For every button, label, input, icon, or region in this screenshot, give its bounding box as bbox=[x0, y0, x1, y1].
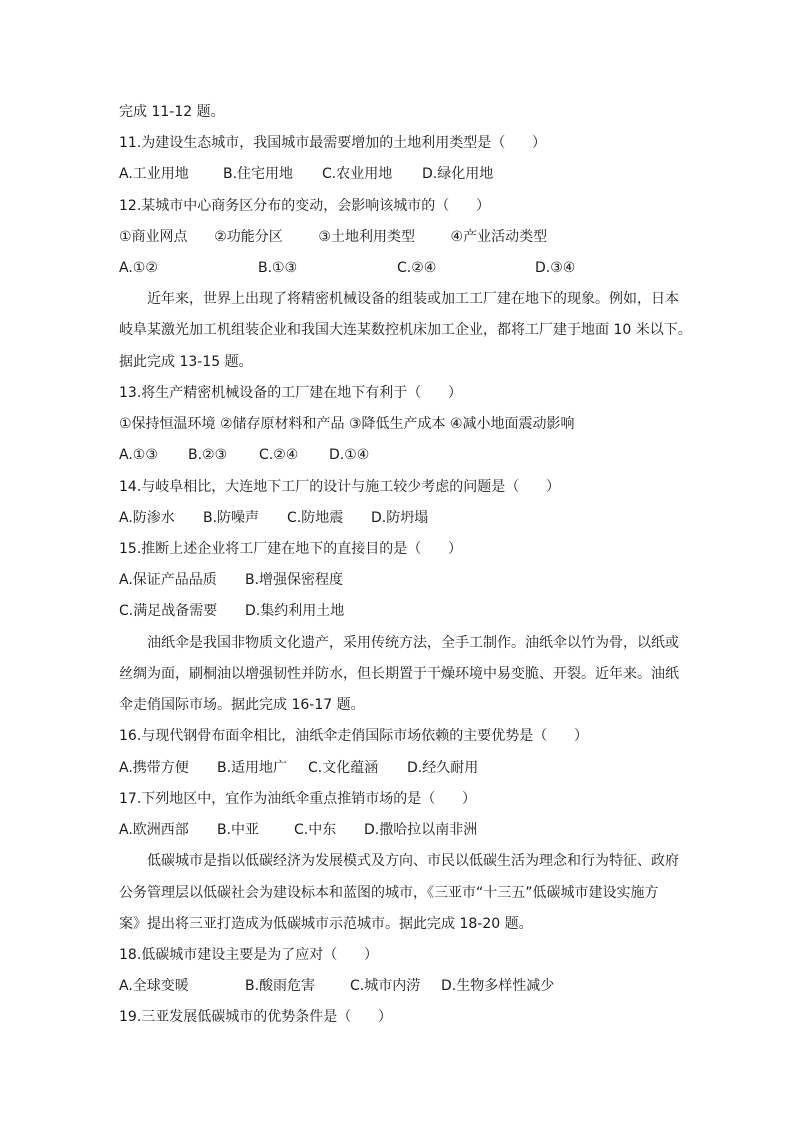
option-18-a: A.全球变暖 bbox=[119, 978, 189, 994]
option-18-c: C.城市内涝 bbox=[350, 978, 421, 994]
option-15-b: B.增强保密程度 bbox=[245, 572, 344, 588]
question-13: 13.将生产精密机械设备的工厂建在地下有利于（ ） bbox=[119, 385, 462, 401]
passage-1-line-2: 岐阜某激光加工机组装企业和我国大连某数控机床加工企业，都将工厂建于地面 10 米以下。 bbox=[119, 322, 692, 338]
question-13-items: ①保持恒温环境 ②储存原材料和产品 ③降低生产成本 ④减小地面震动影响 bbox=[119, 416, 575, 432]
option-11-a: A.工业用地 bbox=[119, 166, 189, 182]
passage-3-line-1: 低碳城市是指以低碳经济为发展模式及方向、市民以低碳生活为理念和行为特征、政府 bbox=[147, 853, 679, 869]
option-11-b: B.住宅用地 bbox=[223, 166, 294, 182]
passage-3-line-2: 公务管理层以低碳社会为建设标本和蓝图的城市，《三亚市“十三五”低碳城市建设实施方 bbox=[119, 885, 659, 901]
intro-line: 完成 11-12 题。 bbox=[119, 104, 225, 120]
option-16-a: A.携带方便 bbox=[119, 760, 189, 776]
option-15-a: A.保证产品品质 bbox=[119, 572, 217, 588]
option-11-c: C.农业用地 bbox=[322, 166, 393, 182]
options-15-row-2 bbox=[119, 601, 719, 621]
question-18: 18.低碳城市建设主要是为了应对（ ） bbox=[119, 947, 378, 963]
option-12-a: A.①② bbox=[119, 260, 158, 276]
option-15-d: D.集约利用土地 bbox=[245, 603, 345, 619]
options-15-row-1 bbox=[119, 570, 719, 590]
option-14-c: C.防地震 bbox=[287, 510, 344, 526]
option-13-c: C.②④ bbox=[259, 447, 299, 463]
options-16 bbox=[119, 758, 719, 778]
option-14-d: D.防坍塌 bbox=[371, 510, 429, 526]
option-12-d: D.③④ bbox=[535, 260, 576, 276]
option-13-b: B.②③ bbox=[188, 447, 228, 463]
passage-1-line-1: 近年来，世界上出现了将精密机械设备的组装或加工工厂建在地下的现象。例如，日本 bbox=[147, 291, 679, 307]
question-12: 12.某城市中心商务区分布的变动，会影响该城市的（ ） bbox=[119, 198, 490, 214]
option-14-b: B.防噪声 bbox=[203, 510, 260, 526]
question-17: 17.下列地区中，宜作为油纸伞重点推销市场的是（ ） bbox=[119, 791, 476, 807]
question-14: 14.与岐阜相比，大连地下工厂的设计与施工较少考虑的问题是（ ） bbox=[119, 479, 560, 495]
options-11 bbox=[119, 164, 719, 184]
option-17-a: A.欧洲西部 bbox=[119, 822, 189, 838]
option-17-d: D.撒哈拉以南非洲 bbox=[364, 822, 478, 838]
option-17-c: C.中东 bbox=[294, 822, 337, 838]
option-16-b: B.适用地广 bbox=[217, 760, 288, 776]
passage-2-line-3: 伞走俏国际市场。据此完成 16-17 题。 bbox=[119, 697, 365, 713]
option-15-c: C.满足战备需要 bbox=[119, 603, 218, 619]
passage-2-line-1: 油纸伞是我国非物质文化遗产，采用传统方法，全手工制作。油纸伞以竹为骨，以纸或 bbox=[147, 635, 679, 651]
option-18-d: D.生物多样性减少 bbox=[441, 978, 555, 994]
option-13-a: A.①③ bbox=[119, 447, 158, 463]
question-11: 11.为建设生态城市，我国城市最需要增加的土地利用类型是（ ） bbox=[119, 135, 546, 151]
passage-1-line-3: 据此完成 13-15 题。 bbox=[119, 354, 253, 370]
option-12-c: C.②④ bbox=[397, 260, 437, 276]
option-14-a: A.防渗水 bbox=[119, 510, 175, 526]
options-12 bbox=[119, 258, 719, 278]
option-18-b: B.酸雨危害 bbox=[245, 978, 316, 994]
option-13-d: D.①④ bbox=[329, 447, 370, 463]
option-16-c: C.文化蕴涵 bbox=[308, 760, 379, 776]
options-17 bbox=[119, 820, 719, 840]
passage-2-line-2: 丝绸为面，刷桐油以增强韧性并防水，但长期置于干燥环境中易变脆、开裂。近年来。油纸 bbox=[119, 666, 679, 682]
passage-3-line-3: 案》提出将三亚打造成为低碳城市示范城市。据此完成 18-20 题。 bbox=[119, 916, 533, 932]
options-18 bbox=[119, 976, 719, 996]
options-13 bbox=[119, 445, 719, 465]
question-12-items: ①商业网点 ②功能分区 ③土地利用类型 ④产业活动类型 bbox=[119, 229, 548, 245]
option-11-d: D.绿化用地 bbox=[422, 166, 494, 182]
options-14 bbox=[119, 508, 719, 528]
option-17-b: B.中亚 bbox=[217, 822, 260, 838]
question-19: 19.三亚发展低碳城市的优势条件是（ ） bbox=[119, 1009, 392, 1025]
question-15: 15.推断上述企业将工厂建在地下的直接目的是（ ） bbox=[119, 541, 462, 557]
question-16: 16.与现代钢骨布面伞相比，油纸伞走俏国际市场依赖的主要优势是（ ） bbox=[119, 728, 588, 744]
option-12-b: B.①③ bbox=[258, 260, 298, 276]
option-16-d: D.经久耐用 bbox=[407, 760, 479, 776]
